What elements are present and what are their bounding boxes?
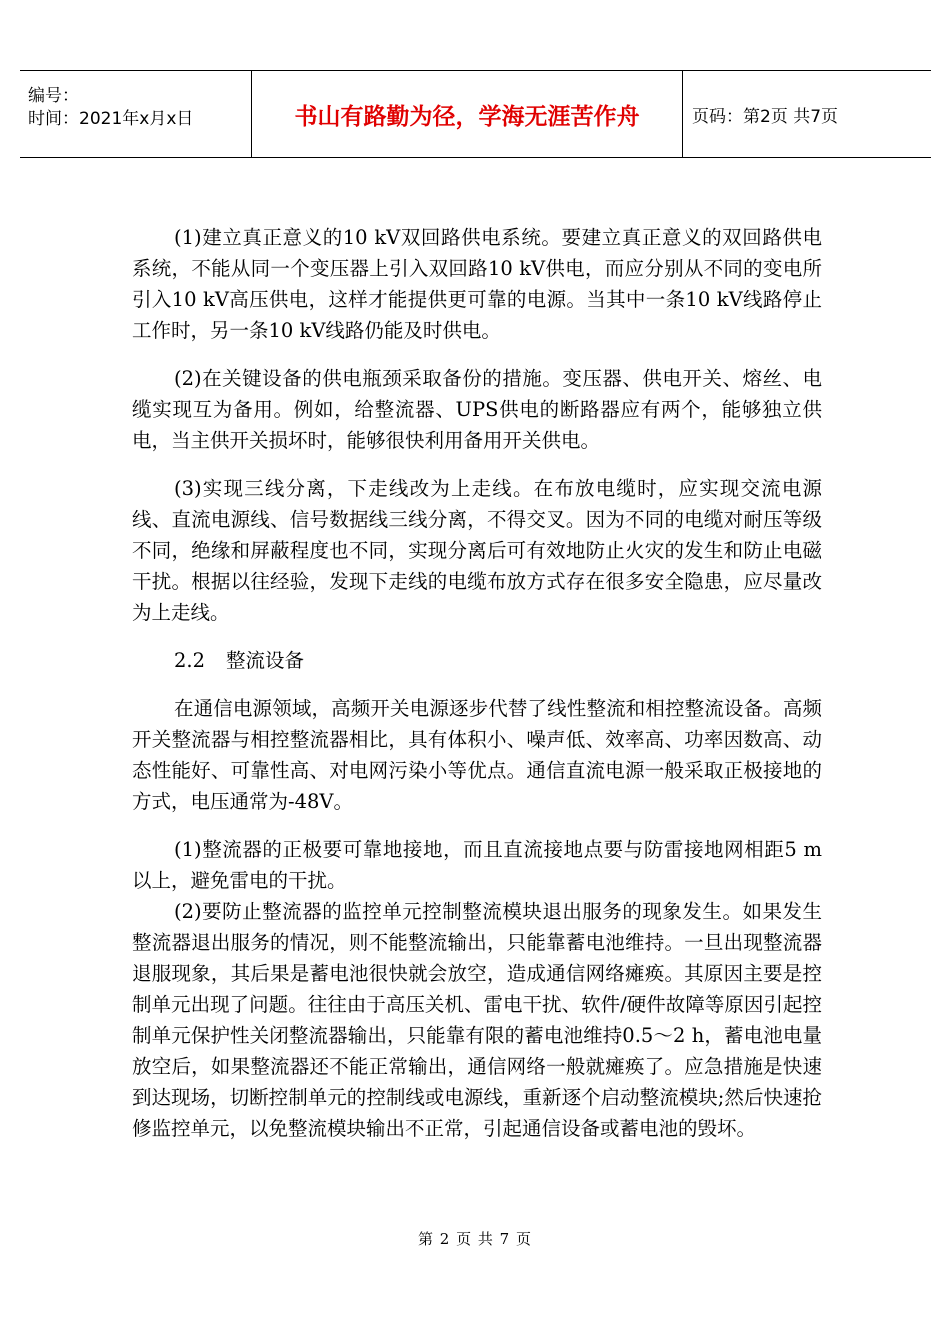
page-label: 页码：第2页 共7页	[692, 106, 839, 127]
paragraph-5: (1)整流器的正极要可靠地接地，而且直流接地点要与防雷接地网相距5 m以上，避免雷电的干扰。	[132, 838, 822, 892]
paragraph-3: (3)实现三线分离，下走线改为上走线。在布放电缆时，应实现交流电源线、直流电源线、信号数据线三线分离，不得交叉。因为不同的电缆对耐压等级不同，绝缘和屏蔽程度也不同，实现分离后可有效地防止火灾的发生和防止电磁干扰。根据以往经验，发现下走线的电缆布放方式存在很多安全隐患，应尽量改为上走线。	[132, 477, 822, 624]
header-page-info	[682, 71, 931, 157]
page-footer: 第 2 页 共 7 页	[418, 1230, 532, 1248]
serial-label: 编号：	[28, 86, 79, 106]
document-body	[132, 222, 822, 1144]
paragraph-2: (2)在关键设备的供电瓶颈采取备份的措施。变压器、供电开关、熔丝、电缆实现互为备用。例如，给整流器、UPS供电的断路器应有两个，能够独立供电，当主供开关损坏时，能够很快利用备用开关供电。	[132, 367, 822, 452]
header-meta	[20, 71, 250, 157]
section-heading	[132, 645, 822, 676]
date-label: 时间：2021年x月x日	[28, 109, 194, 129]
section-title: 整流设备	[226, 649, 305, 672]
paragraph-6: (2)要防止整流器的监控单元控制整流模块退出服务的现象发生。如果发生整流器退出服务的情况，则不能整流输出，只能靠蓄电池维持。一旦出现整流器退服现象，其后果是蓄电池很快就会放空，造成通信网络瘫痪。其原因主要是控制单元出现了问题。往往由于高压关机、雷电干扰、软件/硬件故障等原因引起控制单元保护性关闭整流器输出，只能靠有限的蓄电池维持0.5～2 h，蓄电池电量放空后，如果整流器还不能正常输出，通信网络一般就瘫痪了。应急措施是快速到达现场，切断控制单元的控制线或电源线，重新逐个启动整流模块;然后快速抢修监控单元，以免整流模块输出不正常，引起通信设备或蓄电池的毁坏。	[132, 900, 822, 1140]
section-number: 2.2	[174, 649, 206, 672]
header-motto: 书山有路勤为径，学海无涯苦作舟	[251, 71, 683, 157]
page-header	[20, 70, 931, 158]
paragraph-1: (1)建立真正意义的10 kV双回路供电系统。要建立真正意义的双回路供电系统，不能从同一个变压器上引入双回路10 kV供电，而应分别从不同的变电所引入10 kV高压供电，这样才能提供更可靠的电源。当其中一条10 kV线路停止工作时，另一条10 kV线路仍能及时供电。	[132, 226, 822, 342]
paragraph-4: 在通信电源领域，高频开关电源逐步代替了线性整流和相控整流设备。高频开关整流器与相控整流器相比，具有体积小、噪声低、效率高、功率因数高、动态性能好、可靠性高、对电网污染小等优点。通信直流电源一般采取正极接地的方式，电压通常为-48V。	[132, 697, 822, 813]
